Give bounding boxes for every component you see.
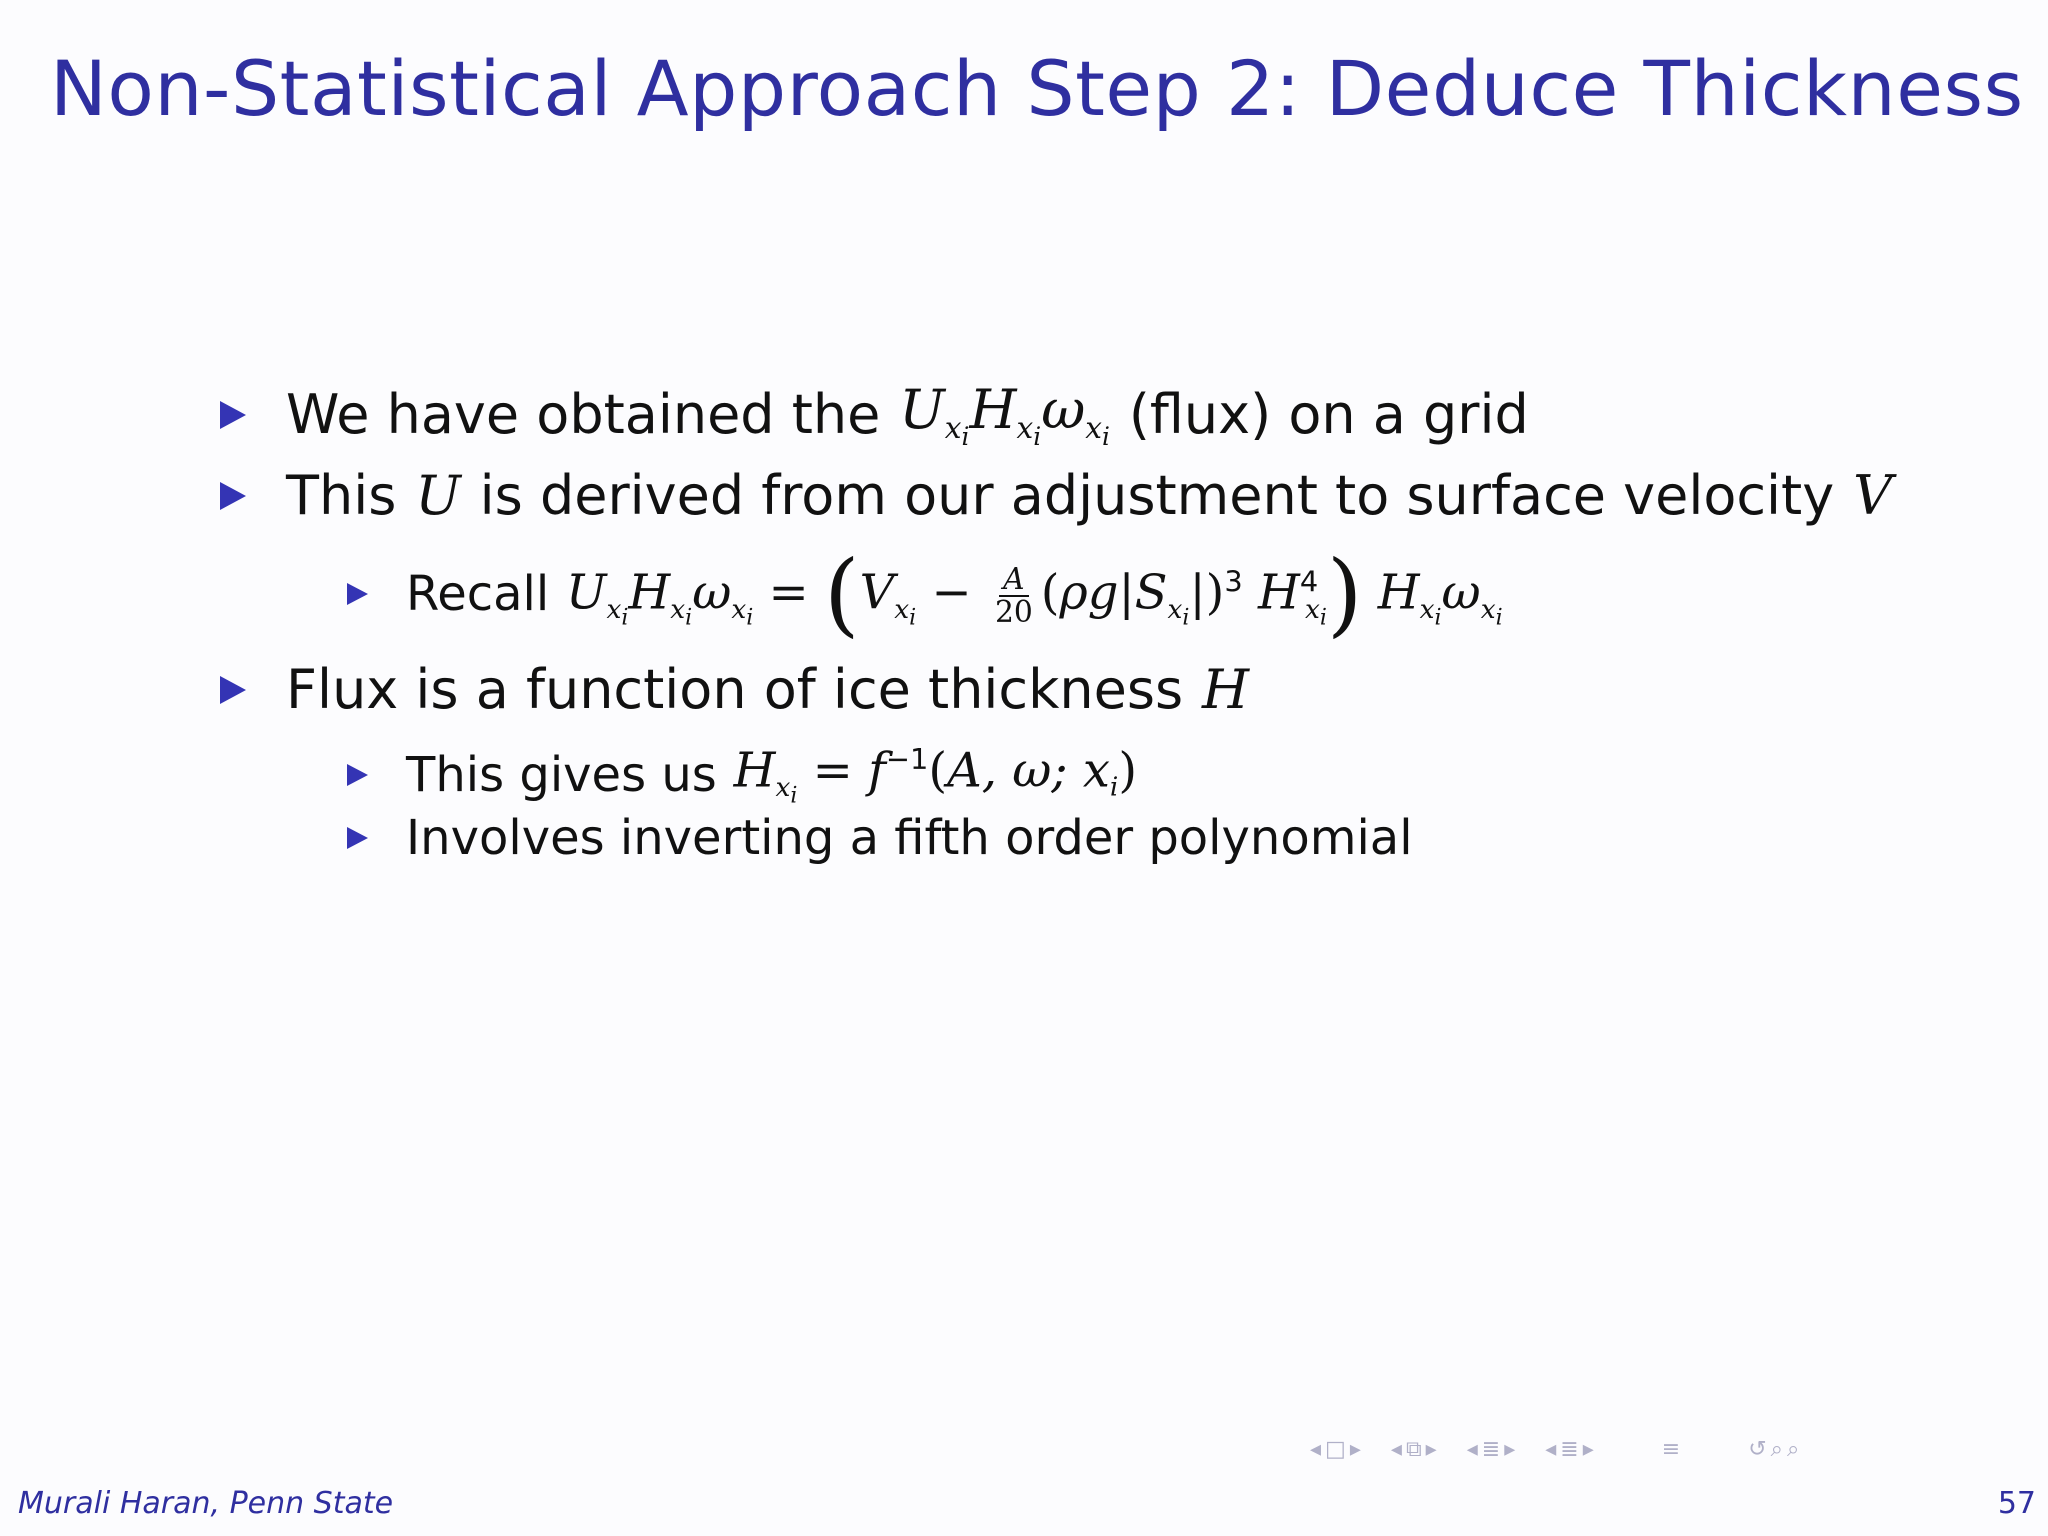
search-icon[interactable]: ⌕: [1770, 1436, 1783, 1462]
inverse-equation: $H_{x_i} = f^{-1}(A$, ω; $x_i$): [733, 742, 1138, 808]
symbol-H: H: [1201, 658, 1250, 721]
sub-bullet-triangle-icon: [347, 764, 368, 786]
nav-right-arrow[interactable]: ▸: [1504, 1436, 1516, 1462]
search-icon[interactable]: ⌕: [1786, 1436, 1800, 1462]
bullet-triangle-icon: [220, 676, 246, 704]
bullet-triangle-icon: [220, 482, 246, 510]
bullet-2-sub-1: [347, 540, 1503, 647]
nav-right-arrow[interactable]: ▸: [1349, 1436, 1361, 1462]
recall-equation: $U_{x_i}H_{x_i}\omega_{x_i} = (V_{x_i}$ − $\frac{A}{20}$ $(\rho g|S_{x_i}|)^3$ $H^4_{x_i}$) $H_{x_i}\omega_{x_i}$: [566, 540, 1503, 647]
nav-left-arrow[interactable]: ◂: [1390, 1436, 1402, 1462]
nav-right-arrow[interactable]: ▸: [1582, 1436, 1594, 1462]
bullet-triangle-icon: [220, 401, 246, 429]
bullet-2-sub-1-text: Recall: [406, 565, 550, 622]
bullet-3-sub-1-text: This gives us: [406, 746, 717, 803]
page-number: 57: [1997, 1486, 2036, 1521]
bullet-3-text: Flux is a function of ice thickness: [286, 658, 1184, 721]
bullet-2-text: This: [286, 464, 397, 527]
sub-bullet-triangle-icon: [347, 583, 368, 605]
flux-formula: $U_{x_i}H_{x_i}\omega_{x_i}$: [899, 378, 1110, 452]
align-icon[interactable]: ≡: [1661, 1436, 1681, 1462]
frame-icon[interactable]: □: [1325, 1436, 1346, 1462]
presentation-icon[interactable]: ≣: [1560, 1436, 1579, 1462]
bullet-1-suffix: (flux) on a grid: [1128, 383, 1529, 447]
nav-left-arrow[interactable]: ◂: [1466, 1436, 1478, 1462]
bullet-1: [220, 378, 1529, 451]
beamer-navigation-bar: [1310, 1430, 1799, 1468]
symbol-U: U: [415, 464, 461, 527]
subsection-icon[interactable]: ⧉: [1405, 1436, 1422, 1462]
bullet-2-mid: is derived from our adjustment to surface velocity: [479, 464, 1835, 527]
bullet-2: [220, 464, 1892, 527]
sub-bullet-triangle-icon: [347, 827, 368, 849]
bullet-3-sub-2-text: Involves inverting a fifth order polynomial: [406, 810, 1413, 866]
nav-left-arrow[interactable]: ◂: [1310, 1436, 1322, 1462]
slide-title: Non-Statistical Approach Step 2: Deduce Thickness: [50, 44, 2024, 133]
symbol-V: V: [1853, 464, 1893, 527]
nav-left-arrow[interactable]: ◂: [1545, 1436, 1557, 1462]
footer-author: Murali Haran, Penn State: [18, 1486, 394, 1521]
section-icon[interactable]: ≣: [1481, 1436, 1501, 1462]
nav-right-arrow[interactable]: ▸: [1425, 1436, 1437, 1462]
bullet-3-sub-2: [347, 810, 1413, 866]
bullet-1-text: We have obtained the: [286, 383, 881, 447]
undo-icon[interactable]: ↺: [1748, 1436, 1767, 1462]
bullet-3: [220, 658, 1249, 721]
bullet-3-sub-1: [347, 742, 1137, 808]
